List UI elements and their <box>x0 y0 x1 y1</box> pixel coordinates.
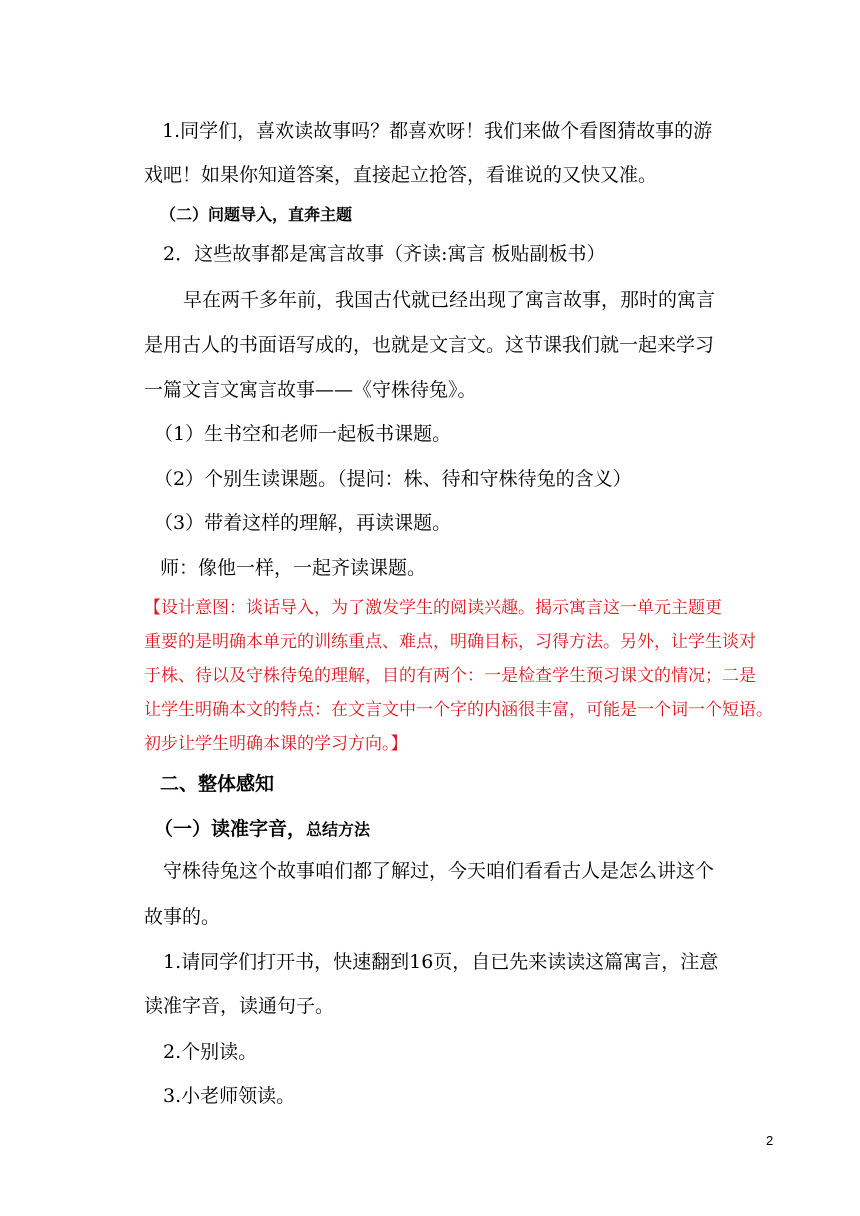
text-line: （3）带着这样的理解，再读课题。 <box>154 512 452 534</box>
text-line: 戏吧！如果你知道答案，直接起立抢答，看谁说的又快又准。 <box>144 164 658 186</box>
text-line: 2．这些故事都是寓言故事（齐读:寓言 板贴副板书） <box>163 243 606 265</box>
text-line: 师：像他一样，一起齐读课题。 <box>160 557 427 579</box>
text-line: 早在两千多年前，我国古代就已经出现了寓言故事，那时的寓言 <box>183 289 716 311</box>
design-note-line: 于株、待以及守株待兔的理解，目的有两个：一是检查学生预习课文的情况；二是 <box>144 666 756 686</box>
text-line: 2.个别读。 <box>163 1041 258 1063</box>
subsection-heading-tail: 总结方法 <box>306 820 371 839</box>
section-heading: 二、整体感知 <box>160 773 275 795</box>
text-line: 是用古人的书面语写成的，也就是文言文。这节课我们就一起来学习 <box>144 334 715 356</box>
text-line: 1.请同学们打开书，快速翻到16页，自已先来读读这篇寓言，注意 <box>163 951 719 973</box>
section-heading: （二）问题导入，直奔主题 <box>160 205 353 224</box>
design-note-line: 初步让学生明确本课的学习方向。】 <box>144 734 408 754</box>
text-line: 守株待兔这个故事咱们都了解过，今天咱们看看古人是怎么讲这个 <box>163 860 715 882</box>
subsection-heading-main: （一）读准字音， <box>154 818 307 840</box>
text-line: 故事的。 <box>144 906 221 928</box>
text-line: （1）生书空和老师一起板书课题。 <box>154 423 452 445</box>
text-line: 3.小老师领读。 <box>163 1085 296 1107</box>
text-line: （2）个别生读课题。（提问：株、待和守株待兔的含义） <box>154 468 632 490</box>
subsection-heading <box>154 817 370 842</box>
design-note-line: 让学生明确本文的特点：在文言文中一个字的内涵很丰富，可能是一个词一个短语。 <box>144 700 773 720</box>
text-line: 读准字音，读通句子。 <box>144 995 335 1017</box>
page-number: 2 <box>766 1133 774 1148</box>
text-line: 一篇文言文寓言故事——《守株待兔》。 <box>144 379 477 401</box>
text-line: 1.同学们，喜欢读故事吗？都喜欢呀！我们来做个看图猜故事的游 <box>162 120 713 142</box>
design-note-line: 【设计意图：谈话导入，为了激发学生的阅读兴趣。揭示寓言这一单元主题更 <box>144 598 722 618</box>
design-note-line: 重要的是明确本单元的训练重点、难点，明确目标，习得方法。另外，让学生谈对 <box>144 632 756 652</box>
